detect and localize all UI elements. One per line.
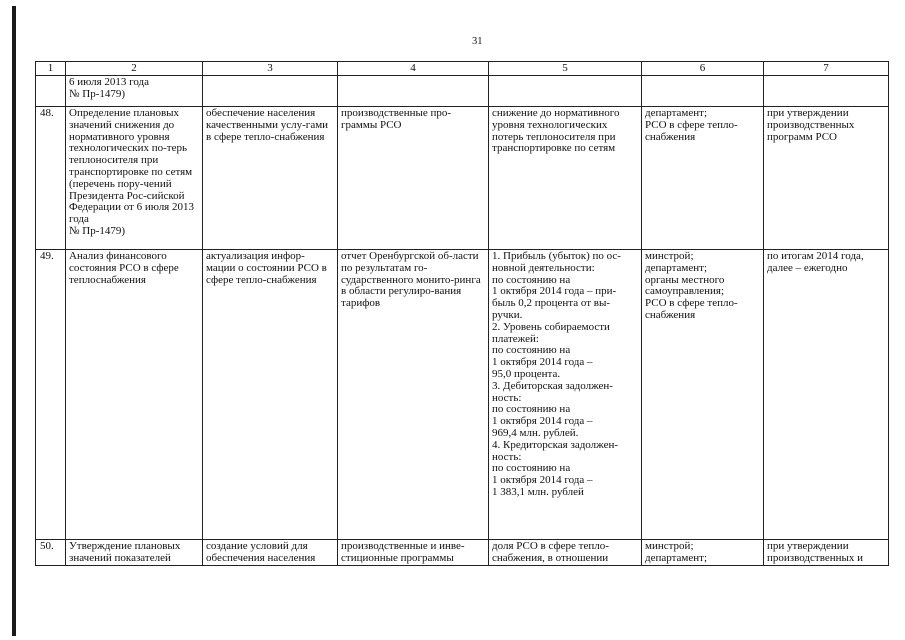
continuation-row	[36, 76, 889, 107]
indicators-cell: 1. Прибыль (убыток) по ос-новной деятельности: по состоянию на 1 октября 2014 года – при-быль 0,2 процента от вы-ручки. 2. Уровень собираемости платежей: по состоянию на 1 октября 2014 года – 95,0 процента. 3. Дебиторская задолжен-ность: по состоянию на 1 октября 2014 года – 969,4 млн. рублей. 4. Кредиторская задолжен-ность: по состоянию на 1 октября 2014 года – 1 383,1 млн. рублей	[489, 250, 642, 540]
document-cell: производственные про-граммы РСО	[338, 107, 489, 250]
column-number: 7	[764, 62, 889, 76]
cell	[489, 76, 642, 107]
cell: 6 июля 2013 года № Пр-1479)	[66, 76, 203, 107]
table-row	[36, 250, 889, 540]
document-cell: отчет Оренбургской об-ласти по результатам го-сударственного монито-ринга в области регулиро-вания тарифов	[338, 250, 489, 540]
column-number: 4	[338, 62, 489, 76]
deadline-cell: при утверждении производственных и	[764, 540, 889, 566]
cell	[642, 76, 764, 107]
indicators-cell: доля РСО в сфере тепло-снабжения, в отношении	[489, 540, 642, 566]
responsible-cell: департамент; РСО в сфере тепло-снабжения	[642, 107, 764, 250]
column-number-row	[36, 62, 889, 76]
cell	[764, 76, 889, 107]
table-row	[36, 540, 889, 566]
goal-cell: обеспечение населения качественными услу-гами в сфере тепло-снабжения	[203, 107, 338, 250]
column-number: 5	[489, 62, 642, 76]
responsible-cell: минстрой; департамент;	[642, 540, 764, 566]
cell	[338, 76, 489, 107]
row-number: 49.	[36, 250, 66, 540]
row-number: 50.	[36, 540, 66, 566]
column-number: 2	[66, 62, 203, 76]
measures-table	[35, 61, 889, 566]
column-number: 3	[203, 62, 338, 76]
goal-cell: создание условий для обеспечения населения	[203, 540, 338, 566]
measure-cell: Утверждение плановых значений показателей	[66, 540, 203, 566]
cell	[203, 76, 338, 107]
goal-cell: актуализация инфор-мации о состоянии РСО в сфере тепло-снабжения	[203, 250, 338, 540]
column-number: 6	[642, 62, 764, 76]
responsible-cell: минстрой; департамент; органы местного самоуправления; РСО в сфере тепло-снабжения	[642, 250, 764, 540]
page-number: 31	[472, 36, 483, 47]
table-row	[36, 107, 889, 250]
column-number: 1	[36, 62, 66, 76]
indicators-cell: снижение до нормативного уровня технологических потерь теплоносителя при транспортировке по сетям	[489, 107, 642, 250]
measure-cell: Анализ финансового состояния РСО в сфере теплоснабжения	[66, 250, 203, 540]
row-number: 48.	[36, 107, 66, 250]
document-cell: производственные и инве-стиционные программы	[338, 540, 489, 566]
scan-edge-mark	[12, 6, 16, 636]
measure-cell: Определение плановых значений снижения до нормативного уровня технологических по-терь теплоносителя при транспортировке по сетям (перечень пору-чений Президента Рос-сийской Федерации от 6 июля 2013 года № Пр-1479)	[66, 107, 203, 250]
deadline-cell: при утверждении производственных программ РСО	[764, 107, 889, 250]
cell	[36, 76, 66, 107]
deadline-cell: по итогам 2014 года, далее – ежегодно	[764, 250, 889, 540]
